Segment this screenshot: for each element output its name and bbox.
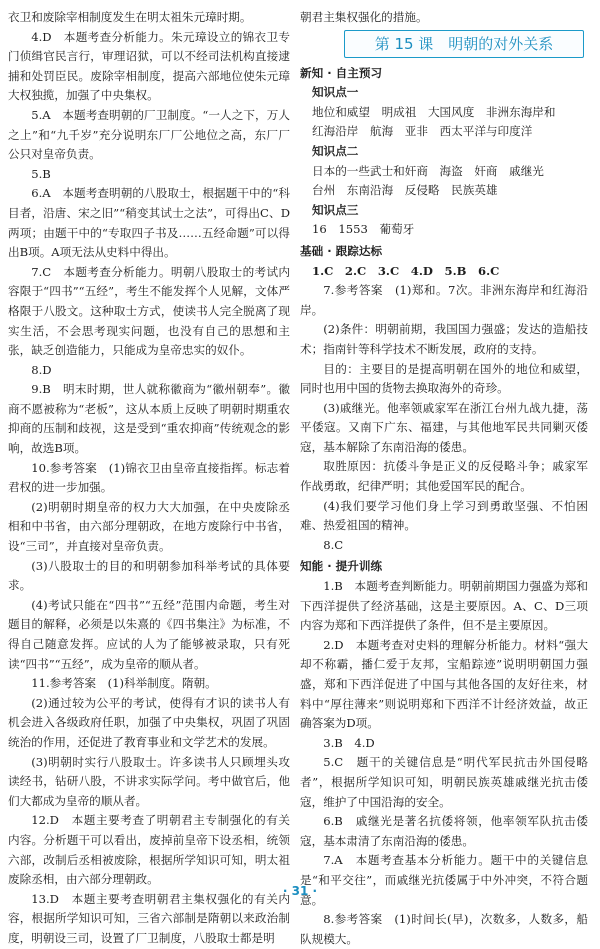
answer-paragraph: (4)考试只能在“四书”“五经”范围内命题，考生对题目的解释，必须是以朱熹的《四书集注》为标准，不得自己随意发挥。应试的人为了能够被录取，只有死读“四书”“五经”，成为皇帝的顺从者。 — [8, 597, 290, 671]
knowledge-point-2-line: 日本的一些武士和奸商 海盗 奸商 戚继光 — [312, 163, 544, 178]
section-heading-zhineng: 知能 · 提升训练 — [300, 559, 383, 574]
answer-paragraph: 8.C — [323, 537, 344, 552]
answer-paragraph: 5.A 本题考查明朝的厂卫制度。“一人之下，万人之上”和“九千岁”充分说明东厂厂公地位之高，东厂厂公只对皇帝负责。 — [8, 107, 290, 162]
knowledge-point-3-line: 16 1553 葡萄牙 — [312, 222, 415, 237]
answer-paragraph: (4)我们要学习他们身上学习到勇敢坚强、不怕困难、热爱祖国的精神。 — [300, 498, 588, 533]
answer-paragraph: 2.D 本题考查对史料的理解分析能力。材料“强大却不称霸，播仁爱于友邦，宝船踪迹”说明明朝国力强盛，郑和下西洋促进了中国与其他各国的友好往来，材料中“厚往薄来”则说明郑和下西洋不计经济效益，故正确答案为D项。 — [300, 637, 588, 731]
choice-answers: 1.C 2.C 3.C 4.D 5.B 6.C — [312, 263, 500, 278]
answer-paragraph: (3)八股取士的目的和明朝参加科举考试的具体要求。 — [8, 558, 290, 593]
knowledge-point-1-line: 地位和威望 明成祖 大国风度 非洲东海岸和 — [312, 104, 556, 119]
answer-paragraph: 7.C 本题考查分析能力。明朝八股取士的考试内容限于“四书”“五经”，考生不能发挥个人见解，文体严格限于八股文。这种取士方式，使读书人完全脱离了现实生活，不会思考现实问题，也没有自己的思想和主张，缺乏创造能力，只能成为皇帝忠实的奴仆。 — [8, 264, 290, 358]
answer-paragraph: 取胜原因：抗倭斗争是正义的反侵略斗争；戚家军作战勇敢，纪律严明；其他爱国军民的配合。 — [300, 459, 588, 494]
answer-paragraph: (3)明朝时实行八股取士。许多读书人只顾埋头攻读经书，钻研八股，不讲求实际学问。考中做官后，他们大都成为皇帝的顺从者。 — [8, 754, 290, 808]
answer-paragraph: 6.B 戚继光是著名抗倭将领，他率领军队抗击倭寇，基本肃清了东南沿海的倭患。 — [300, 814, 588, 848]
answer-paragraph: (2)条件：明朝前期，我国国力强盛；发达的造船技术；指南针等科学技术不断发展，政府的支持。 — [300, 322, 588, 356]
answer-paragraph: 1.B 本题考查判断能力。明朝前期国力强盛为郑和下西洋提供了经济基础，这是主要原因。A、C、D三项内容为郑和下西洋提供了条件，但不是主要原因。 — [300, 579, 588, 633]
answer-paragraph: 5.B — [31, 166, 51, 181]
answer-paragraph: 5.C 题干的关键信息是“明代军民抗击外国侵略者”，根据所学知识可知，明朝民族英雄戚继光抗击倭寇，维护了中国沿海的安全。 — [300, 755, 588, 809]
knowledge-point-2-line: 台州 东南沿海 反侵略 民族英雄 — [312, 183, 498, 198]
answer-paragraph: 9.B 明末时期，世人就称徽商为“徽州朝奉”。徽商不愿被称为“老板”，这从本质上反映了明朝时期重农抑商的压制和歧视，这是受到“重农抑商”传统观念的影响，故选B项。 — [8, 382, 290, 456]
knowledge-point-2-label: 知识点二 — [312, 143, 359, 158]
knowledge-point-1-label: 知识点一 — [312, 85, 359, 100]
section-heading-xinzhi: 新知 · 自主预习 — [300, 65, 383, 80]
answer-paragraph: (2)通过较为公平的考试，使得有才识的读书人有机会进入各级政府任职，加强了中央集权，巩固了巩固统治的作用，还促进了教育事业和文学艺术的发展。 — [8, 695, 290, 749]
answer-paragraph: 衣卫和废除宰相制度发生在明太祖朱元璋时期。 — [8, 10, 252, 24]
answer-block-1 — [300, 281, 588, 555]
answer-paragraph: 4.D 本题考查分析能力。朱元璋设立的锦衣卫专门侦缉官民言行，审理诏狱，可以不经司法机构直接逮捕和处罚臣民。废除宰相制度，提高六部地位使朱元璋大权独揽，加强了中央集权。 — [8, 29, 290, 103]
left-column — [8, 8, 290, 949]
page-number: · 31 · — [282, 884, 318, 898]
answer-paragraph: 7.参考答案 (1)郑和。7次。非洲东海岸和红海沿岸。 — [300, 283, 588, 317]
answer-paragraph: 7.A 本题考查基本分析能力。题干中的关键信息是“和平交往”，而戚继光抗倭属于中外冲突，不符合题意。 — [300, 853, 588, 907]
answer-paragraph: 13.D 本题主要考查明朝君主集权强化的有关内容，根据所学知识可知，三省六部制是隋朝以来政治制度，明朝设三司，设置了厂卫制度，八股取士都是明 — [8, 891, 290, 945]
knowledge-point-1-line: 红海沿岸 航海 亚非 西太平洋与印度洋 — [312, 124, 533, 139]
answer-paragraph: 目的：主要目的是提高明朝在国外的地位和威望，同时也用中国的货物去换取海外的奇珍。 — [300, 361, 588, 396]
answer-paragraph: (3)戚继光。他率领戚家军在浙江台州九战九捷，荡平倭寇。又南下广东、福建，与其他地军民共同剿灭倭寇，基本解除了东南沿海的倭患。 — [300, 400, 588, 454]
lesson-title-banner: 第 15 课 明朝的对外关系 — [344, 30, 584, 58]
answer-paragraph: 8.D — [31, 362, 52, 377]
answer-paragraph: 8.参考答案 (1)时间长(早)，次数多，人数多，船队规模大。 — [300, 912, 588, 946]
answer-paragraph: 6.A 本题考查明朝的八股取士，根据题干中的“科目者，沿唐、宋之旧”“稍变其试士之法”，可得出C、D两项；由题干中的“专取四子书及……五经命题”可以得出B项。A项无法从史料中得出。 — [8, 186, 290, 260]
answer-paragraph: 3.B 4.D — [323, 735, 375, 750]
answer-paragraph: (2)明朝时期皇帝的权力大大加强，在中央废除丞相和中书省，由六部分理朝政，在地方废除行中书省，设“三司”，并直接对皇帝负责。 — [8, 499, 290, 554]
answer-paragraph: 12.D 本题主要考查了明朝君主专制强化的有关内容。分析题干可以看出，废掉前皇帝下设丞相，统领六部，改制后丞相被废除，根据所学知识可知，明太祖废除丞相，由六部分理朝政。 — [8, 813, 290, 887]
intro-line: 朝君主集权强化的措施。 — [300, 10, 428, 24]
section-heading-jichu: 基础 · 跟踪达标 — [300, 243, 383, 258]
right-column — [300, 8, 588, 949]
answer-paragraph: 10.参考答案 (1)锦衣卫由皇帝直接指挥。标志着君权的进一步加强。 — [8, 460, 290, 495]
answer-paragraph: 11.参考答案 (1)科举制度。隋朝。 — [31, 676, 217, 691]
knowledge-point-3-label: 知识点三 — [312, 202, 359, 217]
